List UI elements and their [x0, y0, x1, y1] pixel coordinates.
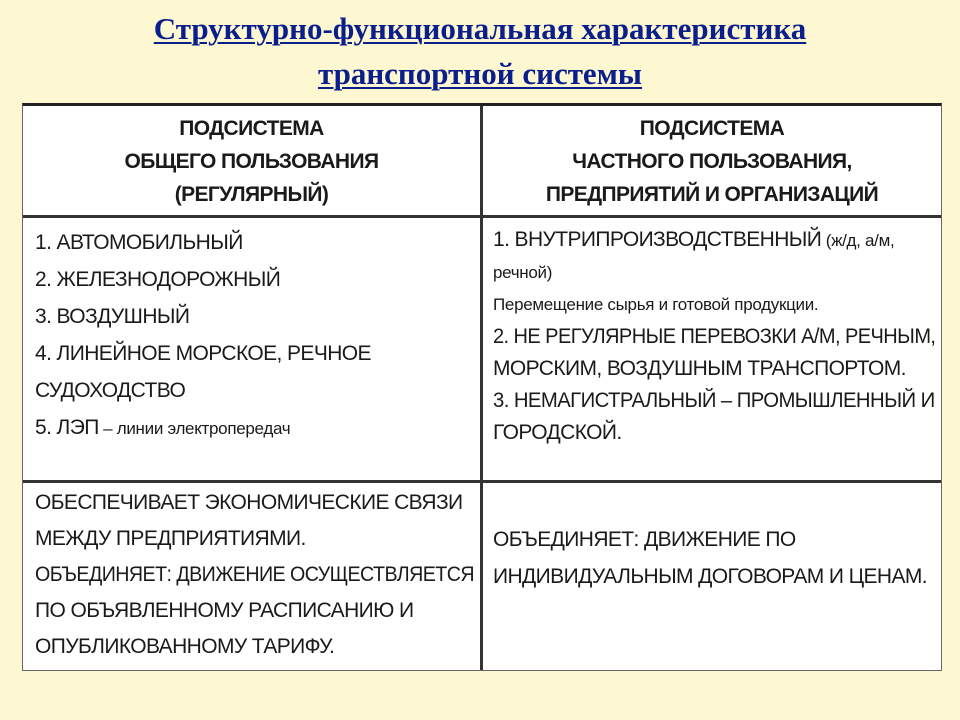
slide-title-line-2: транспортной системы: [317, 56, 643, 91]
cell-private-function: [483, 483, 941, 671]
header-public-line: ПОДСИСТЕМА: [179, 117, 324, 140]
text-line: ОБЪЕДИНЯЕТ: ДВИЖЕНИЕ ОСУЩЕСТВЛЯЕТСЯ: [35, 563, 475, 586]
text-line: ОБЕСПЕЧИВАЕТ ЭКОНОМИЧЕСКИЕ СВЯЗИ: [35, 491, 463, 514]
header-public-line: ОБЩЕГО ПОЛЬЗОВАНИЯ: [124, 150, 379, 173]
text-line: ОПУБЛИКОВАННОМУ ТАРИФУ.: [35, 635, 335, 658]
list-item-note: – линии электропередач: [98, 419, 291, 438]
list-item: 4. ЛИНЕЙНОЕ МОРСКОЕ, РЕЧНОЕ: [35, 342, 371, 365]
list-item: ГОРОДСКОЙ.: [493, 421, 622, 444]
list-item: 1. АВТОМОБИЛЬНЫЙ: [35, 231, 243, 254]
slide-title-line-1: Структурно-функциональная характеристика: [153, 11, 807, 46]
list-item: 3. ВОЗДУШНЫЙ: [35, 305, 190, 328]
list-item: [493, 224, 941, 257]
cell-private-transport-types: [483, 218, 941, 480]
list-item-main: 5. ЛЭП: [35, 416, 99, 439]
text-line: МЕЖДУ ПРЕДПРИЯТИЯМИ.: [35, 527, 306, 550]
list-item: 2. ЖЕЛЕЗНОДОРОЖНЫЙ: [35, 268, 281, 291]
header-cell-public: [23, 106, 480, 215]
list-item-note: Перемещение сырья и готовой продукции.: [493, 295, 819, 314]
list-item-main: 1. ВНУТРИПРОИЗВОДСТВЕННЫЙ: [493, 228, 822, 251]
list-item: 3. НЕМАГИСТРАЛЬНЫЙ – ПРОМЫШЛЕННЫЙ И: [493, 389, 935, 412]
text-line: ПО ОБЪЯВЛЕННОМУ РАСПИСАНИЮ И: [35, 599, 414, 622]
list-item: [35, 409, 480, 447]
header-private-line: ПОДСИСТЕМА: [639, 117, 785, 140]
cell-public-function: [23, 483, 480, 671]
slide-title: [0, 6, 960, 96]
text-line: ИНДИВИДУАЛЬНЫМ ДОГОВОРАМ И ЦЕНАМ.: [493, 565, 928, 588]
list-item: МОРСКИМ, ВОЗДУШНЫМ ТРАНСПОРТОМ.: [493, 357, 906, 380]
list-item: СУДОХОДСТВО: [35, 379, 186, 402]
header-private-line: ПРЕДПРИЯТИЙ И ОРГАНИЗАЦИЙ: [545, 183, 879, 206]
cell-public-transport-types: [23, 218, 480, 480]
list-item-note: речной): [493, 263, 553, 282]
header-cell-private: [483, 106, 941, 215]
list-item: 2. НЕ РЕГУЛЯРНЫЕ ПЕРЕВОЗКИ А/М, РЕЧНЫМ,: [493, 325, 936, 348]
transport-system-table: [22, 103, 942, 671]
text-line: ОБЪЕДИНЯЕТ: ДВИЖЕНИЕ ПО: [493, 528, 796, 551]
header-private-line: ЧАСТНОГО ПОЛЬЗОВАНИЯ,: [572, 150, 852, 173]
header-public-line: (РЕГУЛЯРНЫЙ): [174, 183, 329, 206]
list-item-note: (ж/д, а/м,: [821, 231, 895, 250]
